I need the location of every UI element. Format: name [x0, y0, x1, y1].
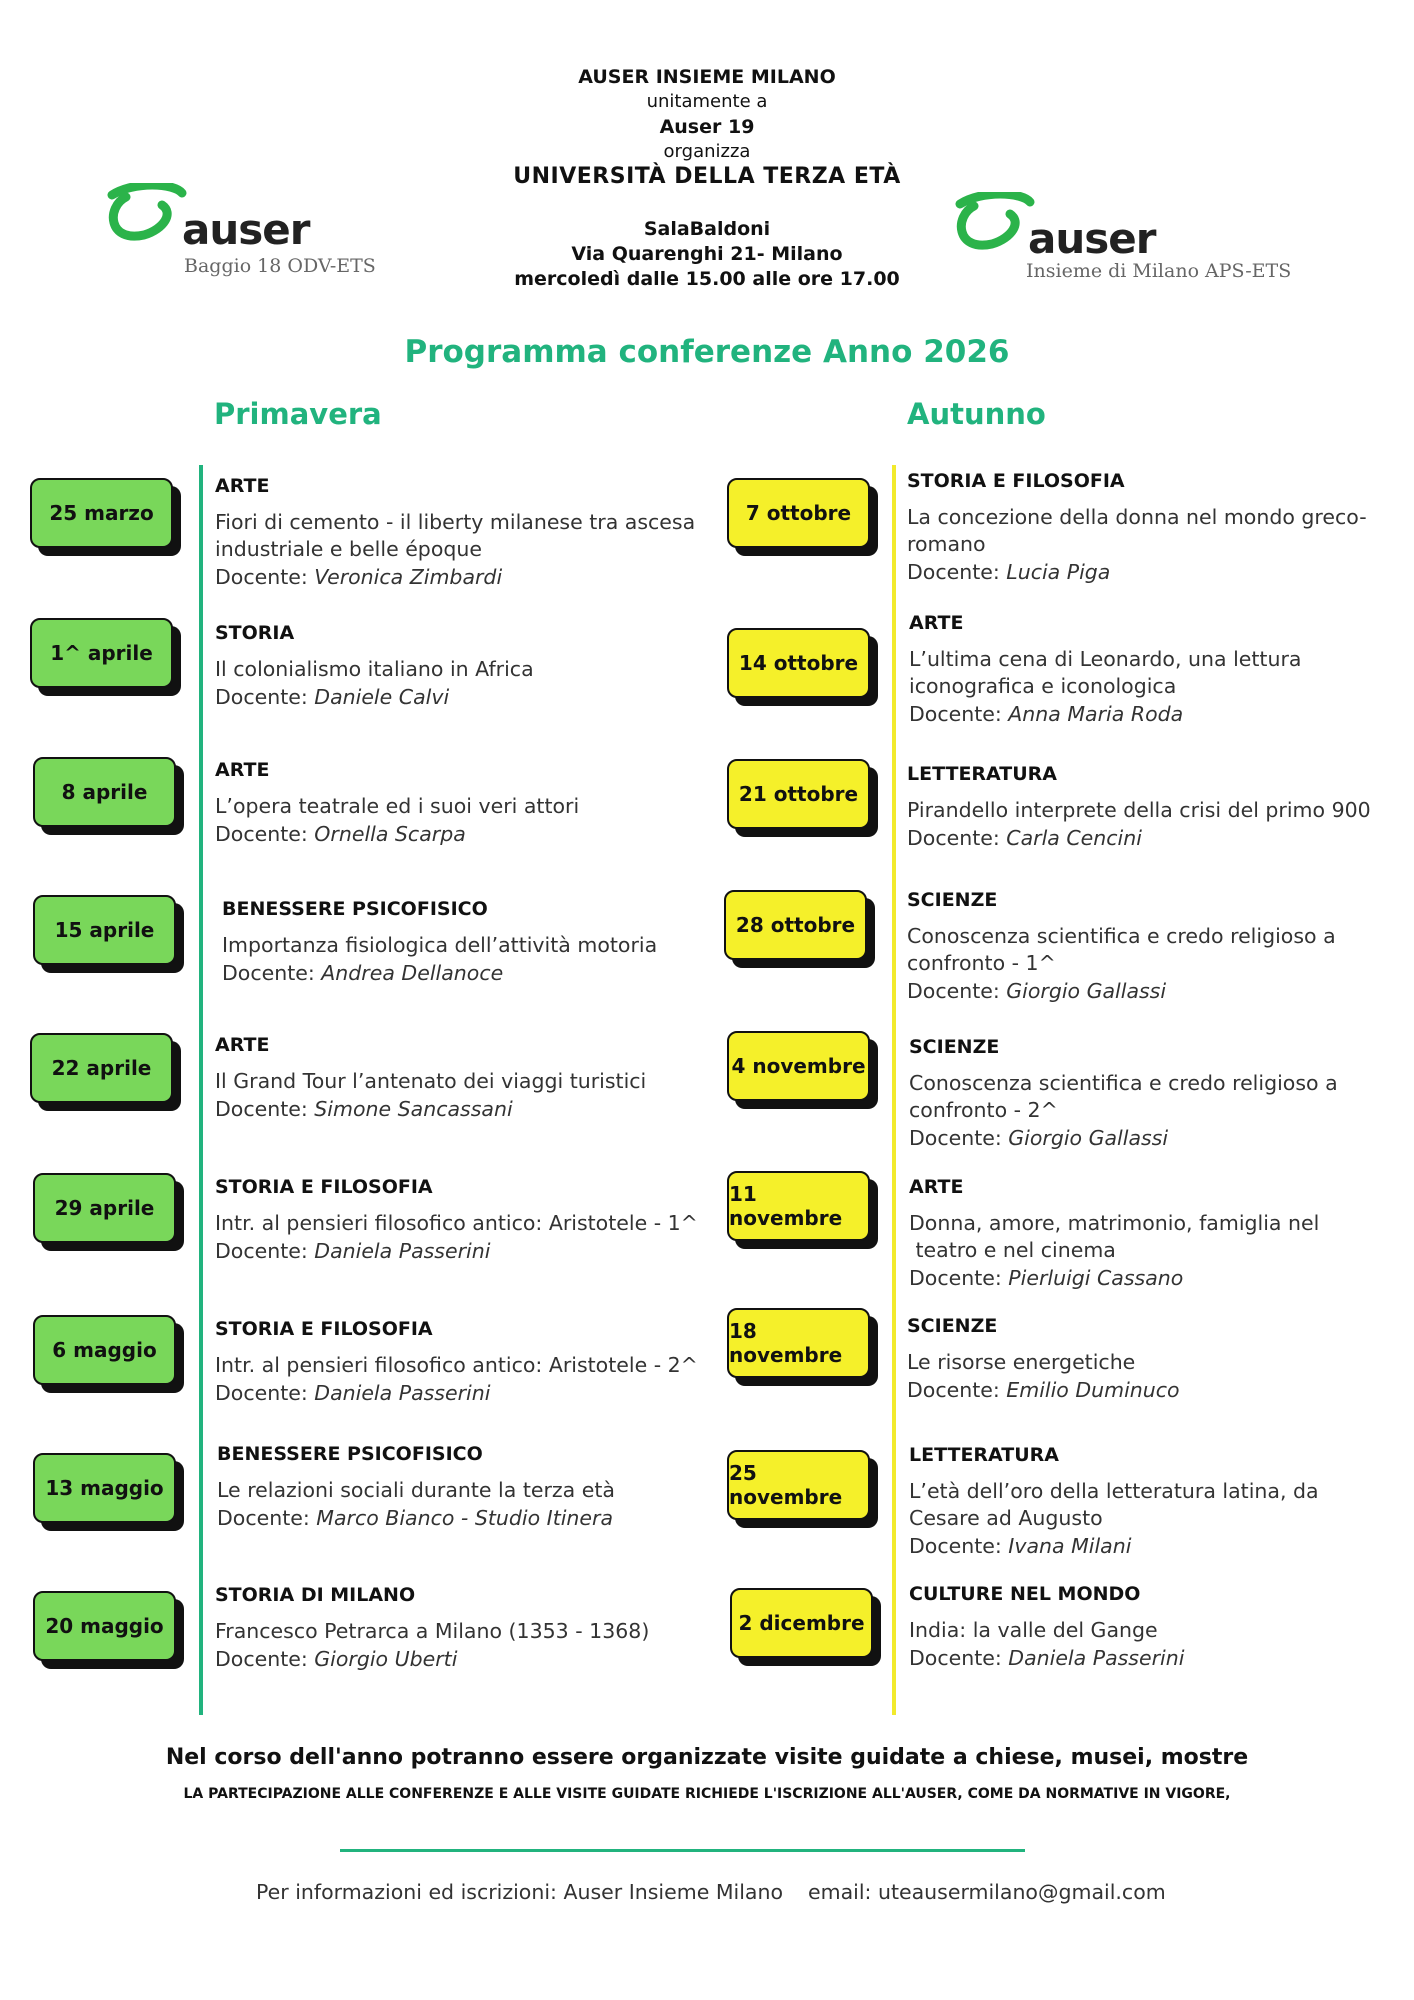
date-badge: 4 novembre [727, 1031, 870, 1101]
auser-baggio-logo [104, 183, 404, 283]
lecture-title-line: Intr. al pensieri filosofico antico: Aristotele - 1^ [215, 1211, 698, 1235]
lecturer-name: Veronica Zimbardi [314, 565, 503, 589]
lecturer [909, 1126, 1168, 1150]
lecturer-label: Docente: [215, 565, 315, 589]
lecturer-label: Docente: [909, 702, 1009, 726]
lecture-title [907, 797, 1371, 824]
lecture-title [907, 504, 1367, 558]
logo-subtitle: Baggio 18 ODV-ETS [184, 255, 376, 277]
date-badge: 15 aprile [33, 895, 176, 965]
spring-heading: Primavera [214, 397, 382, 431]
lecture-title-line: industriale e belle époque [215, 537, 482, 561]
lecture-title-line: romano [907, 532, 986, 556]
lecturer-label: Docente: [215, 685, 315, 709]
page-title: Programma conferenze Anno 2026 [404, 334, 1010, 370]
lecturer-name: Daniela Passerini [314, 1381, 491, 1405]
lecture-category: SCIENZE [909, 1036, 1000, 1058]
date-badge: 18 novembre [727, 1308, 870, 1378]
lecture-title-line: La concezione della donna nel mondo greco- [907, 505, 1367, 529]
organizer-name: AUSER INSIEME MILANO [578, 66, 836, 88]
date-badge: 25 novembre [727, 1450, 870, 1520]
lecturer-name: Daniela Passerini [314, 1239, 491, 1263]
lecture-category: SCIENZE [907, 1315, 998, 1337]
lecture-title-line: Donna, amore, matrimonio, famiglia nel [909, 1211, 1320, 1235]
lecture-category: BENESSERE PSICOFISICO [222, 898, 488, 920]
lecture-title-line: L’ultima cena di Leonardo, una lettura [909, 647, 1302, 671]
lecture-title [215, 656, 534, 683]
lecturer-name: Giorgio Uberti [314, 1647, 458, 1671]
lecturer-name: Anna Maria Roda [1008, 702, 1184, 726]
lecturer-label: Docente: [215, 822, 315, 846]
lecture-title-line: Pirandello interprete della crisi del primo 900 [907, 798, 1371, 822]
lecture-title-line: Le risorse energetiche [907, 1350, 1136, 1374]
date-badge: 7 ottobre [727, 478, 870, 548]
lecture-title-line: Francesco Petrarca a Milano (1353 - 1368) [215, 1619, 650, 1643]
lecturer-name: Emilio Duminuco [1006, 1378, 1180, 1402]
lecturer-label: Docente: [215, 1647, 315, 1671]
lecture-title [909, 1478, 1319, 1532]
date-badge: 8 aprile [33, 757, 176, 827]
date-badge: 21 ottobre [727, 759, 870, 829]
lecture-title [217, 1477, 615, 1504]
lecture-title-line: Il colonialismo italiano in Africa [215, 657, 534, 681]
lecture-title [215, 793, 579, 820]
lecturer-name: Andrea Dellanoce [321, 961, 504, 985]
lecture-title-line: Conoscenza scientifica e credo religioso a [909, 1071, 1338, 1095]
lecture-title [909, 1617, 1158, 1644]
lecture-title [907, 923, 1336, 977]
lecturer-name: Ivana Milani [1008, 1534, 1132, 1558]
lecturer [907, 826, 1142, 850]
lecturer-name: Daniele Calvi [314, 685, 450, 709]
lecture-category: ARTE [215, 475, 270, 497]
lecturer [907, 979, 1166, 1003]
lecturer-name: Giorgio Gallassi [1008, 1126, 1169, 1150]
lecturer-name: Giorgio Gallassi [1006, 979, 1167, 1003]
lecture-title-line: Intr. al pensieri filosofico antico: Aristotele - 2^ [215, 1353, 698, 1377]
lecture-category: CULTURE NEL MONDO [909, 1583, 1141, 1605]
lecturer [215, 1097, 513, 1121]
lecture-title-line: Il Grand Tour l’antenato dei viaggi turistici [215, 1069, 647, 1093]
lecture-title-line: Cesare ad Augusto [909, 1506, 1103, 1530]
lecture-title-line: confronto - 2^ [909, 1098, 1058, 1122]
lecture-title-line: confronto - 1^ [907, 951, 1056, 975]
lecture-title [909, 1070, 1338, 1124]
lecture-category: STORIA E FILOSOFIA [215, 1176, 433, 1198]
lecturer-label: Docente: [909, 1266, 1009, 1290]
lecturer [215, 1647, 457, 1671]
lecturer [215, 1381, 490, 1405]
lecture-title-line: L’opera teatrale ed i suoi veri attori [215, 794, 580, 818]
logo-word: auser [1028, 214, 1156, 263]
lecturer-name: Marco Bianco - Studio Itinera [316, 1506, 614, 1530]
lecturer [907, 1378, 1180, 1402]
lecturer [215, 685, 449, 709]
lecturer-name: Simone Sancassani [314, 1097, 513, 1121]
lecture-title [215, 1210, 698, 1237]
lecture-title-line: India: la valle del Gange [909, 1618, 1158, 1642]
lecturer-label: Docente: [215, 1381, 315, 1405]
lecture-category: STORIA DI MILANO [215, 1584, 416, 1606]
date-badge: 6 maggio [33, 1315, 176, 1385]
date-badge: 14 ottobre [727, 628, 870, 698]
lecturer-label: Docente: [909, 1646, 1009, 1670]
lecturer [909, 702, 1183, 726]
lecture-category: STORIA E FILOSOFIA [907, 470, 1125, 492]
lecture-title-line: Le relazioni sociali durante la terza età [217, 1478, 615, 1502]
autumn-divider [892, 465, 896, 1715]
lecturer-label: Docente: [907, 560, 1007, 584]
lecture-category: STORIA E FILOSOFIA [215, 1318, 433, 1340]
lecture-category: ARTE [215, 1034, 270, 1056]
guided-visits-note: Nel corso dell'anno potranno essere organizzate visite guidate a chiese, musei, mostre [165, 1745, 1249, 1770]
lecture-title [222, 932, 657, 959]
lecturer [217, 1506, 613, 1530]
contact-email[interactable]: email: uteausermilano@gmail.com [808, 1880, 1166, 1904]
university-name: UNIVERSITÀ DELLA TERZA ETÀ [513, 164, 901, 189]
co-organizer-name: Auser 19 [659, 116, 755, 138]
lecture-category: ARTE [909, 612, 964, 634]
lecturer-name: Carla Cencini [1006, 826, 1142, 850]
lecture-title [909, 1210, 1319, 1264]
auser-insieme-logo [952, 192, 1312, 292]
lecturer [222, 961, 503, 985]
lecturer-name: Pierluigi Cassano [1008, 1266, 1184, 1290]
lecture-title-line: teatro e nel cinema [909, 1238, 1116, 1262]
lecture-title [907, 1349, 1135, 1376]
logo-subtitle: Insieme di Milano APS-ETS [1026, 260, 1292, 282]
lecturer [215, 822, 466, 846]
footer-divider [340, 1849, 1025, 1852]
date-badge: 22 aprile [30, 1033, 173, 1103]
lecture-title [215, 509, 695, 563]
spring-divider [199, 465, 203, 1715]
lecture-category: BENESSERE PSICOFISICO [217, 1443, 483, 1465]
lecturer-name: Lucia Piga [1006, 560, 1111, 584]
lecturer-label: Docente: [215, 1239, 315, 1263]
lecturer-label: Docente: [909, 1534, 1009, 1558]
lecture-category: SCIENZE [907, 889, 998, 911]
lecturer-label: Docente: [909, 1126, 1009, 1150]
venue-address: Via Quarenghi 21- Milano [571, 243, 843, 265]
lecture-title-line: Conoscenza scientifica e credo religioso a [907, 924, 1336, 948]
lecture-title [909, 646, 1301, 700]
lecture-title-line: iconografica e iconologica [909, 674, 1177, 698]
schedule: mercoledì dalle 15.00 alle ore 17.00 [514, 268, 900, 290]
lecture-title [215, 1618, 649, 1645]
autumn-heading: Autunno [907, 397, 1046, 431]
date-badge: 28 ottobre [724, 890, 867, 960]
date-badge: 25 marzo [30, 478, 173, 548]
lecturer-label: Docente: [907, 979, 1007, 1003]
contact-info: Per informazioni ed iscrizioni: Auser Insieme Milano [256, 1880, 784, 1904]
date-badge: 1^ aprile [30, 618, 173, 688]
lecturer [215, 1239, 490, 1263]
venue-name: SalaBaldoni [643, 218, 771, 240]
lecture-title [215, 1352, 698, 1379]
logo-word: auser [182, 205, 310, 254]
lecturer-label: Docente: [217, 1506, 317, 1530]
lecturer-name: Daniela Passerini [1008, 1646, 1185, 1670]
lecture-category: ARTE [215, 759, 270, 781]
date-badge: 29 aprile [33, 1173, 176, 1243]
lecture-category: ARTE [909, 1176, 964, 1198]
lecturer [909, 1266, 1183, 1290]
lecturer-name: Ornella Scarpa [314, 822, 466, 846]
lecturer [907, 560, 1110, 584]
lecturer-label: Docente: [222, 961, 322, 985]
date-badge: 2 dicembre [730, 1588, 873, 1658]
date-badge: 13 maggio [33, 1453, 176, 1523]
lecture-category: LETTERATURA [907, 763, 1058, 785]
lecturer-label: Docente: [907, 1378, 1007, 1402]
lecture-title-line: Importanza fisiologica dell’attività motoria [222, 933, 658, 957]
lecture-title-line: L’età dell’oro della letteratura latina, da [909, 1479, 1319, 1503]
date-badge: 20 maggio [33, 1591, 176, 1661]
lecture-title [215, 1068, 646, 1095]
registration-requirement: LA PARTECIPAZIONE ALLE CONFERENZE E ALLE VISITE GUIDATE RICHIEDE L'ISCRIZIONE ALL'AUSER, COME DA NORMATIVE IN VIGORE, [183, 1786, 1231, 1802]
lecturer [909, 1646, 1184, 1670]
lecturer [909, 1534, 1131, 1558]
lecturer-label: Docente: [907, 826, 1007, 850]
date-badge: 11 novembre [727, 1171, 870, 1241]
lecture-title-line: Fiori di cemento - il liberty milanese tra ascesa [215, 510, 696, 534]
lecture-category: STORIA [215, 622, 295, 644]
header-text: unitamente a [646, 91, 768, 112]
header-text: organizza [663, 141, 751, 162]
lecturer-label: Docente: [215, 1097, 315, 1121]
lecture-category: LETTERATURA [909, 1444, 1060, 1466]
lecturer [215, 565, 502, 589]
